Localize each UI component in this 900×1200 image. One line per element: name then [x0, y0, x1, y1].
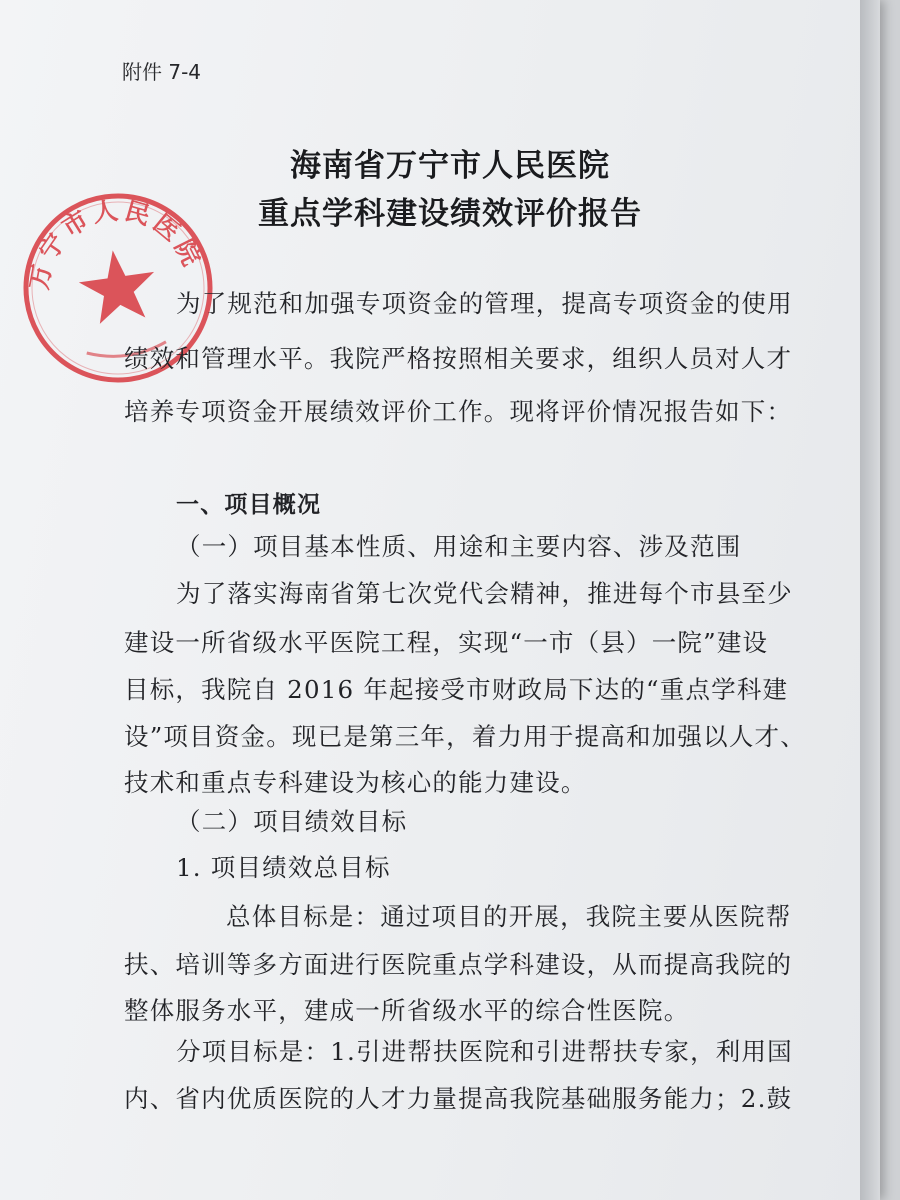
- intro-line-3: 培养专项资金开展绩效评价工作。现将评价情况报告如下：: [124, 397, 793, 426]
- title-line-2: 重点学科建设绩效评价报告: [258, 196, 642, 232]
- sub-goal-para-line-2: 内、省内优质医院的人才力量提高我院基础服务能力；2.鼓: [124, 1084, 793, 1113]
- subsection-1-heading: （一）项目基本性质、用途和主要内容、涉及范围: [176, 532, 742, 561]
- overall-para-line-2: 扶、培训等多方面进行医院重点学科建设，从而提高我院的: [124, 950, 793, 979]
- item-1-heading: 1. 项目绩效总目标: [176, 853, 391, 882]
- seal-star-icon: [75, 245, 160, 326]
- subsection-2-heading: （二）项目绩效目标: [176, 807, 408, 836]
- intro-line-1: 为了规范和加强专项资金的管理，提高专项资金的使用: [176, 289, 793, 318]
- sub1-para-line-5: 技术和重点专科建设为核心的能力建设。: [124, 768, 587, 797]
- sub1-para-line-3: 目标，我院自 2016 年起接受市财政局下达的“重点学科建: [124, 675, 789, 704]
- intro-line-2: 绩效和管理水平。我院严格按照相关要求，组织人员对人才: [124, 344, 793, 373]
- sub-goal-para-line-1: 分项目标是：1.引进帮扶医院和引进帮扶专家，利用国: [176, 1037, 793, 1066]
- sub1-para-line-1: 为了落实海南省第七次党代会精神，推进每个市县至少: [176, 579, 793, 608]
- section-1-heading: 一、项目概况: [176, 492, 322, 518]
- sub1-para-line-4: 设”项目资金。现已是第三年，着力用于提高和加强以人才、: [124, 722, 806, 751]
- overall-para-line-3: 整体服务水平，建成一所省级水平的综合性医院。: [124, 996, 690, 1025]
- sub1-para-line-2: 建设一所省级水平医院工程，实现“一市（县）一院”建设: [124, 628, 769, 657]
- attachment-label: 附件 7-4: [122, 60, 202, 84]
- title-line-1: 海南省万宁市人民医院: [290, 148, 610, 184]
- overall-para-line-1: 总体目标是：通过项目的开展，我院主要从医院帮: [226, 902, 792, 931]
- seal-text: 万宁市人民医院: [24, 195, 208, 292]
